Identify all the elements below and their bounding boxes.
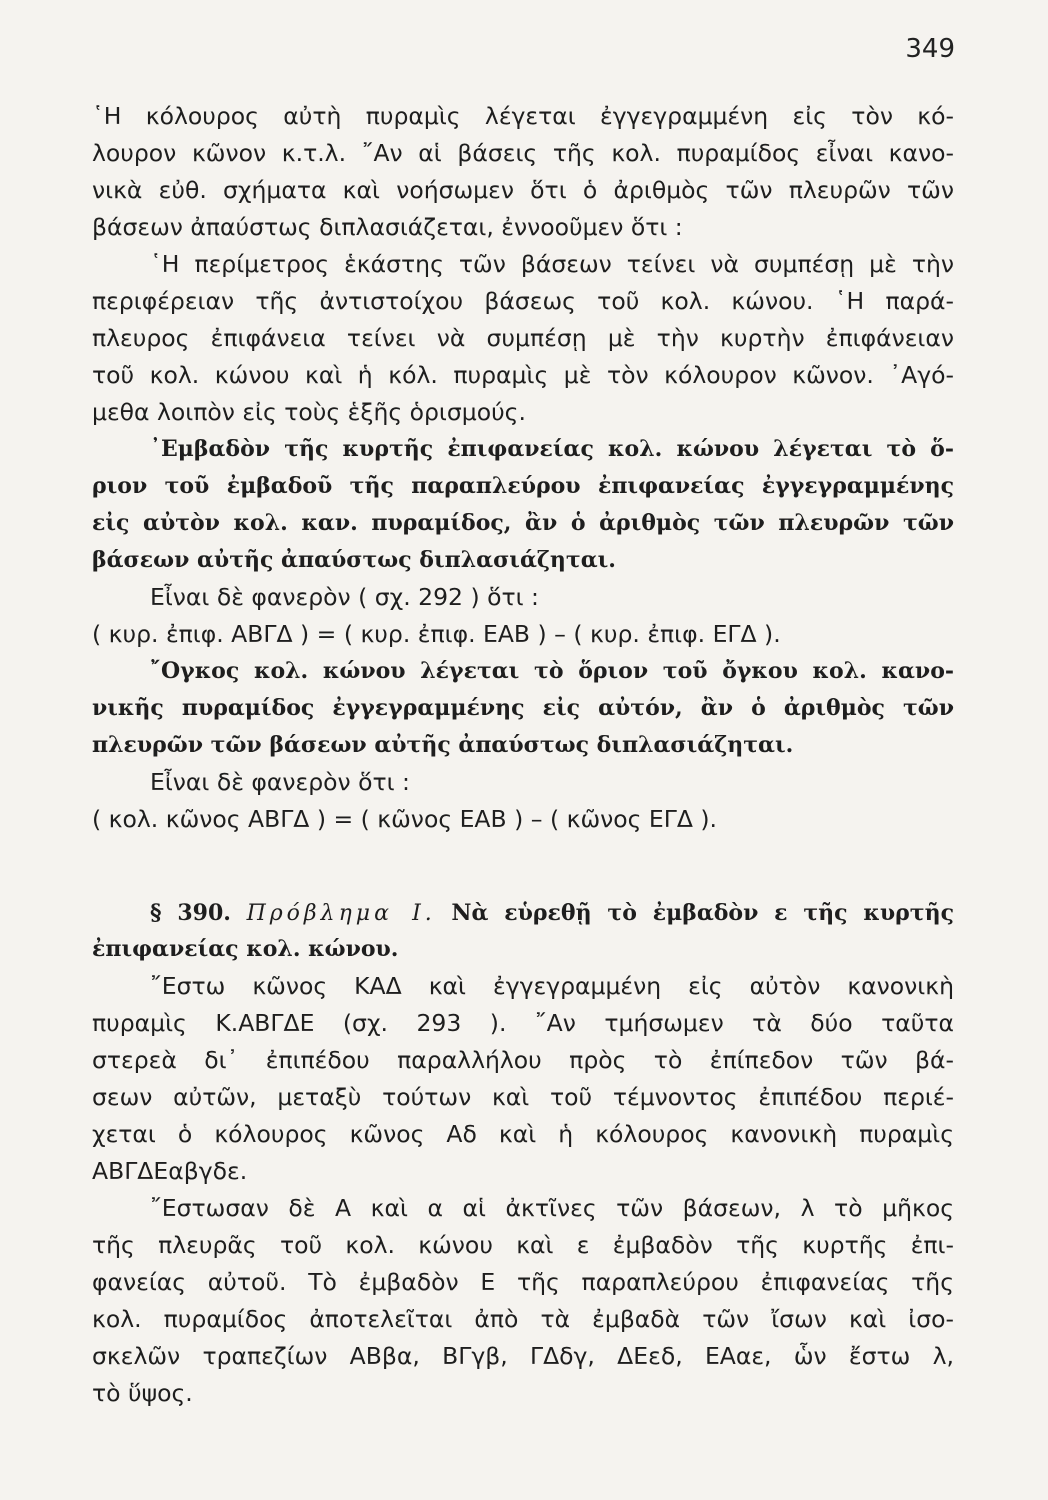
text-line: κολ. πυραμίδος ἀποτελεῖται ἀπὸ τὰ ἐμβαδὰ τῶν ἴσων καὶ ἰσο- <box>92 1305 954 1333</box>
definition-line: ῎Ογκος κολ. κώνου λέγεται τὸ ὅριον τοῦ ὄγκου κολ. κανο- <box>150 658 954 684</box>
page-number: 349 <box>905 34 955 64</box>
definition-line: νικῆς πυραμίδος ἐγγεγραμμένης εἰς αὐτόν, ἂν ὁ ἀριθμὸς τῶν <box>92 695 954 721</box>
formula-line: ( κολ. κῶνος ΑΒΓΔ ) = ( κῶνος ΕΑΒ ) – ( κῶνος ΕΓΔ ). <box>92 805 718 833</box>
definition-line: βάσεων αὐτῆς ἀπαύστως διπλασιάζηται. <box>92 547 616 573</box>
definition-line: ριον τοῦ ἐμβαδοῦ τῆς παραπλεύρου ἐπιφανείας ἐγγεγραμμένης <box>92 473 954 499</box>
text-line: πλευρος ἐπιφάνεια τείνει νὰ συμπέσῃ μὲ τὴν κυρτὴν ἐπιφάνειαν <box>92 324 954 352</box>
text-line: Εἶναι δὲ φανερὸν ( σχ. 292 ) ὅτι : <box>150 583 539 611</box>
text-line: στερεὰ δι᾿ ἐπιπέδου παραλλήλου πρὸς τὸ ἐπίπεδον τῶν βά- <box>92 1046 954 1074</box>
text-line: πυραμὶς Κ.ΑΒΓΔΕ (σχ. 293 ). ῎Αν τμήσωμεν τὰ δύο ταῦτα <box>92 1009 954 1037</box>
body-text <box>92 98 954 1412</box>
text-line: ῎Εστωσαν δὲ Α καὶ α αἱ ἀκτῖνες τῶν βάσεων, λ τὸ μῆκος <box>150 1194 954 1222</box>
problem-statement: Νὰ εὑρεθῇ τὸ ἐμβαδὸν ε τῆς κυρτῆς <box>451 900 954 926</box>
text-line: μεθα λοιπὸν εἰς τοὺς ἑξῆς ὁρισμούς. <box>92 398 526 426</box>
text-line: ῾Η περίμετρος ἑκάστης τῶν βάσεων τείνει νὰ συμπέσῃ μὲ τὴν <box>150 250 954 278</box>
text-line: φανείας αὐτοῦ. Τὸ ἐμβαδὸν Ε τῆς παραπλεύρου ἐπιφανείας τῆς <box>92 1268 954 1296</box>
formula-line: ( κυρ. ἐπιφ. ΑΒΓΔ ) = ( κυρ. ἐπιφ. ΕΑΒ ) – ( κυρ. ἐπιφ. ΕΓΔ ). <box>92 620 781 648</box>
definition-line: ᾿Εμβαδὸν τῆς κυρτῆς ἐπιφανείας κολ. κώνου λέγεται τὸ ὅ- <box>150 436 954 462</box>
text-line: νικὰ εὐθ. σχήματα καὶ νοήσωμεν ὅτι ὁ ἀριθμὸς τῶν πλευρῶν τῶν <box>92 176 954 204</box>
definition-line: εἰς αὐτὸν κολ. καν. πυραμίδος, ἂν ὁ ἀριθμὸς τῶν πλευρῶν τῶν <box>92 510 954 536</box>
text-line: τοῦ κολ. κώνου καὶ ἡ κόλ. πυραμὶς μὲ τὸν κόλουρον κῶνον. ᾿Αγό- <box>92 361 954 389</box>
text-line: βάσεων ἀπαύστως διπλασιάζεται, ἐννοοῦμεν ὅτι : <box>92 213 683 241</box>
text-line: χεται ὁ κόλουρος κῶνος Αδ καὶ ἡ κόλουρος κανονικὴ πυραμὶς <box>92 1120 954 1148</box>
text-line: τὸ ὕψος. <box>92 1379 193 1407</box>
text-line: τῆς πλευρᾶς τοῦ κολ. κώνου καὶ ε ἐμβαδὸν τῆς κυρτῆς ἐπι- <box>92 1231 954 1259</box>
problem-heading <box>92 894 954 931</box>
definition-line: πλευρῶν τῶν βάσεων αὐτῆς ἀπαύστως διπλασιάζηται. <box>92 732 794 758</box>
text-line: ῾Η κόλουρος αὐτὴ πυραμὶς λέγεται ἐγγεγραμμένη εἰς τὸν κό- <box>92 102 954 130</box>
problem-label: Πρόβλημα Ι. <box>246 901 436 926</box>
text-line: ῎Εστω κῶνος ΚΑΔ καὶ ἐγγεγραμμένη εἰς αὐτὸν κανονικὴ <box>150 972 954 1000</box>
text-line: Εἶναι δὲ φανερὸν ὅτι : <box>150 768 410 796</box>
problem-heading: ἐπιφανείας κολ. κώνου. <box>92 936 399 962</box>
text-line: σεων αὐτῶν, μεταξὺ τούτων καὶ τοῦ τέμνοντος ἐπιπέδου περιέ- <box>92 1083 954 1111</box>
text-line: σκελῶν τραπεζίων ΑΒβα, ΒΓγβ, ΓΔδγ, ΔΕεδ, ΕΑαε, ὧν ἔστω λ, <box>92 1342 954 1370</box>
text-line: λουρον κῶνον κ.τ.λ. ῎Αν αἱ βάσεις τῆς κολ. πυραμίδος εἶναι κανο- <box>92 139 954 167</box>
section-number: § 390. <box>150 900 231 926</box>
text-line: περιφέρειαν τῆς ἀντιστοίχου βάσεως τοῦ κολ. κώνου. ῾Η παρά- <box>92 287 954 315</box>
text-line: ΑΒΓΔΕαβγδε. <box>92 1157 248 1185</box>
